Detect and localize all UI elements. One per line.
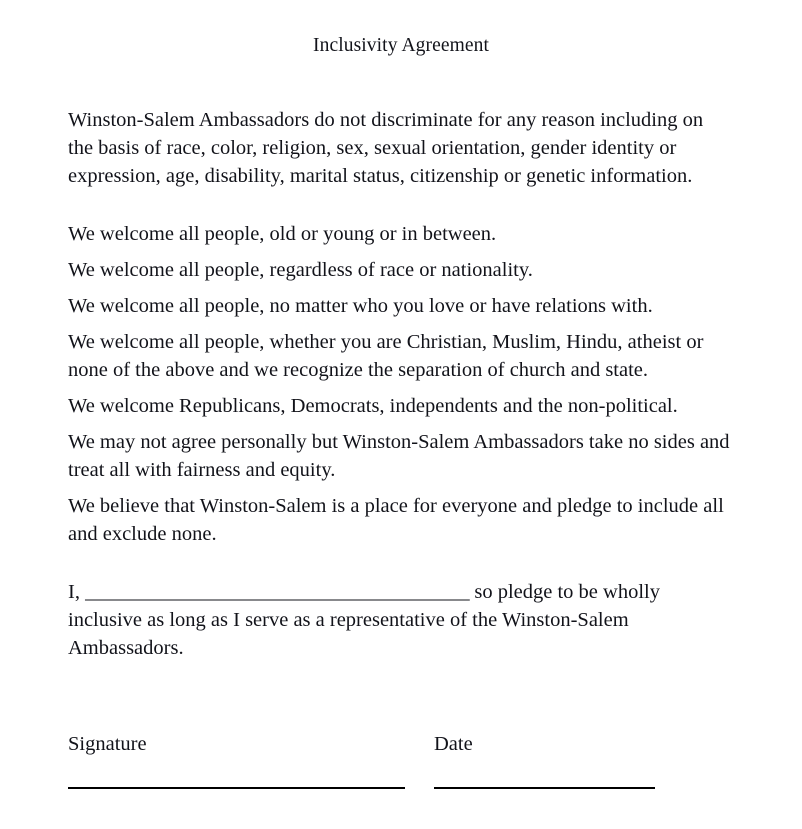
intro-paragraph: Winston-Salem Ambassadors do not discriminate for any reason including on the basis of race, color, religion, sex, sexual orientation, gender identity or expression, age, disability, marital status, citizenship or genetic information. <box>68 109 704 187</box>
pledge-suffix: so pledge to be wholly inclusive as long as I serve as a representative of the Winston-Salem Ambassadors. <box>68 581 660 659</box>
signature-label: Signature <box>68 733 147 755</box>
signature-rule-line[interactable] <box>68 787 405 789</box>
statement-paragraph: We welcome all people, old or young or in between. <box>68 223 497 245</box>
statement-paragraph: We believe that Winston-Salem is a place for everyone and pledge to include all and exclude none. <box>68 495 724 545</box>
pledge-name-blank[interactable]: _______________________________________ <box>85 581 470 603</box>
statement-paragraph: We welcome all people, no matter who you love or have relations with. <box>68 295 653 317</box>
paragraph-spacer <box>68 190 732 220</box>
statement-paragraph: We welcome all people, whether you are Christian, Muslim, Hindu, atheist or none of the above and we recognize the separation of church and state. <box>68 331 704 381</box>
pledge-prefix: I, <box>68 581 86 603</box>
date-label: Date <box>434 733 473 755</box>
signature-block <box>68 731 732 801</box>
date-rule-line[interactable] <box>434 787 655 789</box>
pledge-spacer <box>68 548 732 578</box>
page-title: Inclusivity Agreement <box>313 35 489 56</box>
statement-paragraph: We welcome Republicans, Democrats, independents and the non-political. <box>68 395 678 417</box>
statement-paragraph: We may not agree personally but Winston-Salem Ambassadors take no sides and treat all with fairness and equity. <box>68 431 730 481</box>
statement-paragraph: We welcome all people, regardless of race or nationality. <box>68 259 533 281</box>
pledge-paragraph <box>68 578 732 662</box>
document-body <box>68 106 732 662</box>
